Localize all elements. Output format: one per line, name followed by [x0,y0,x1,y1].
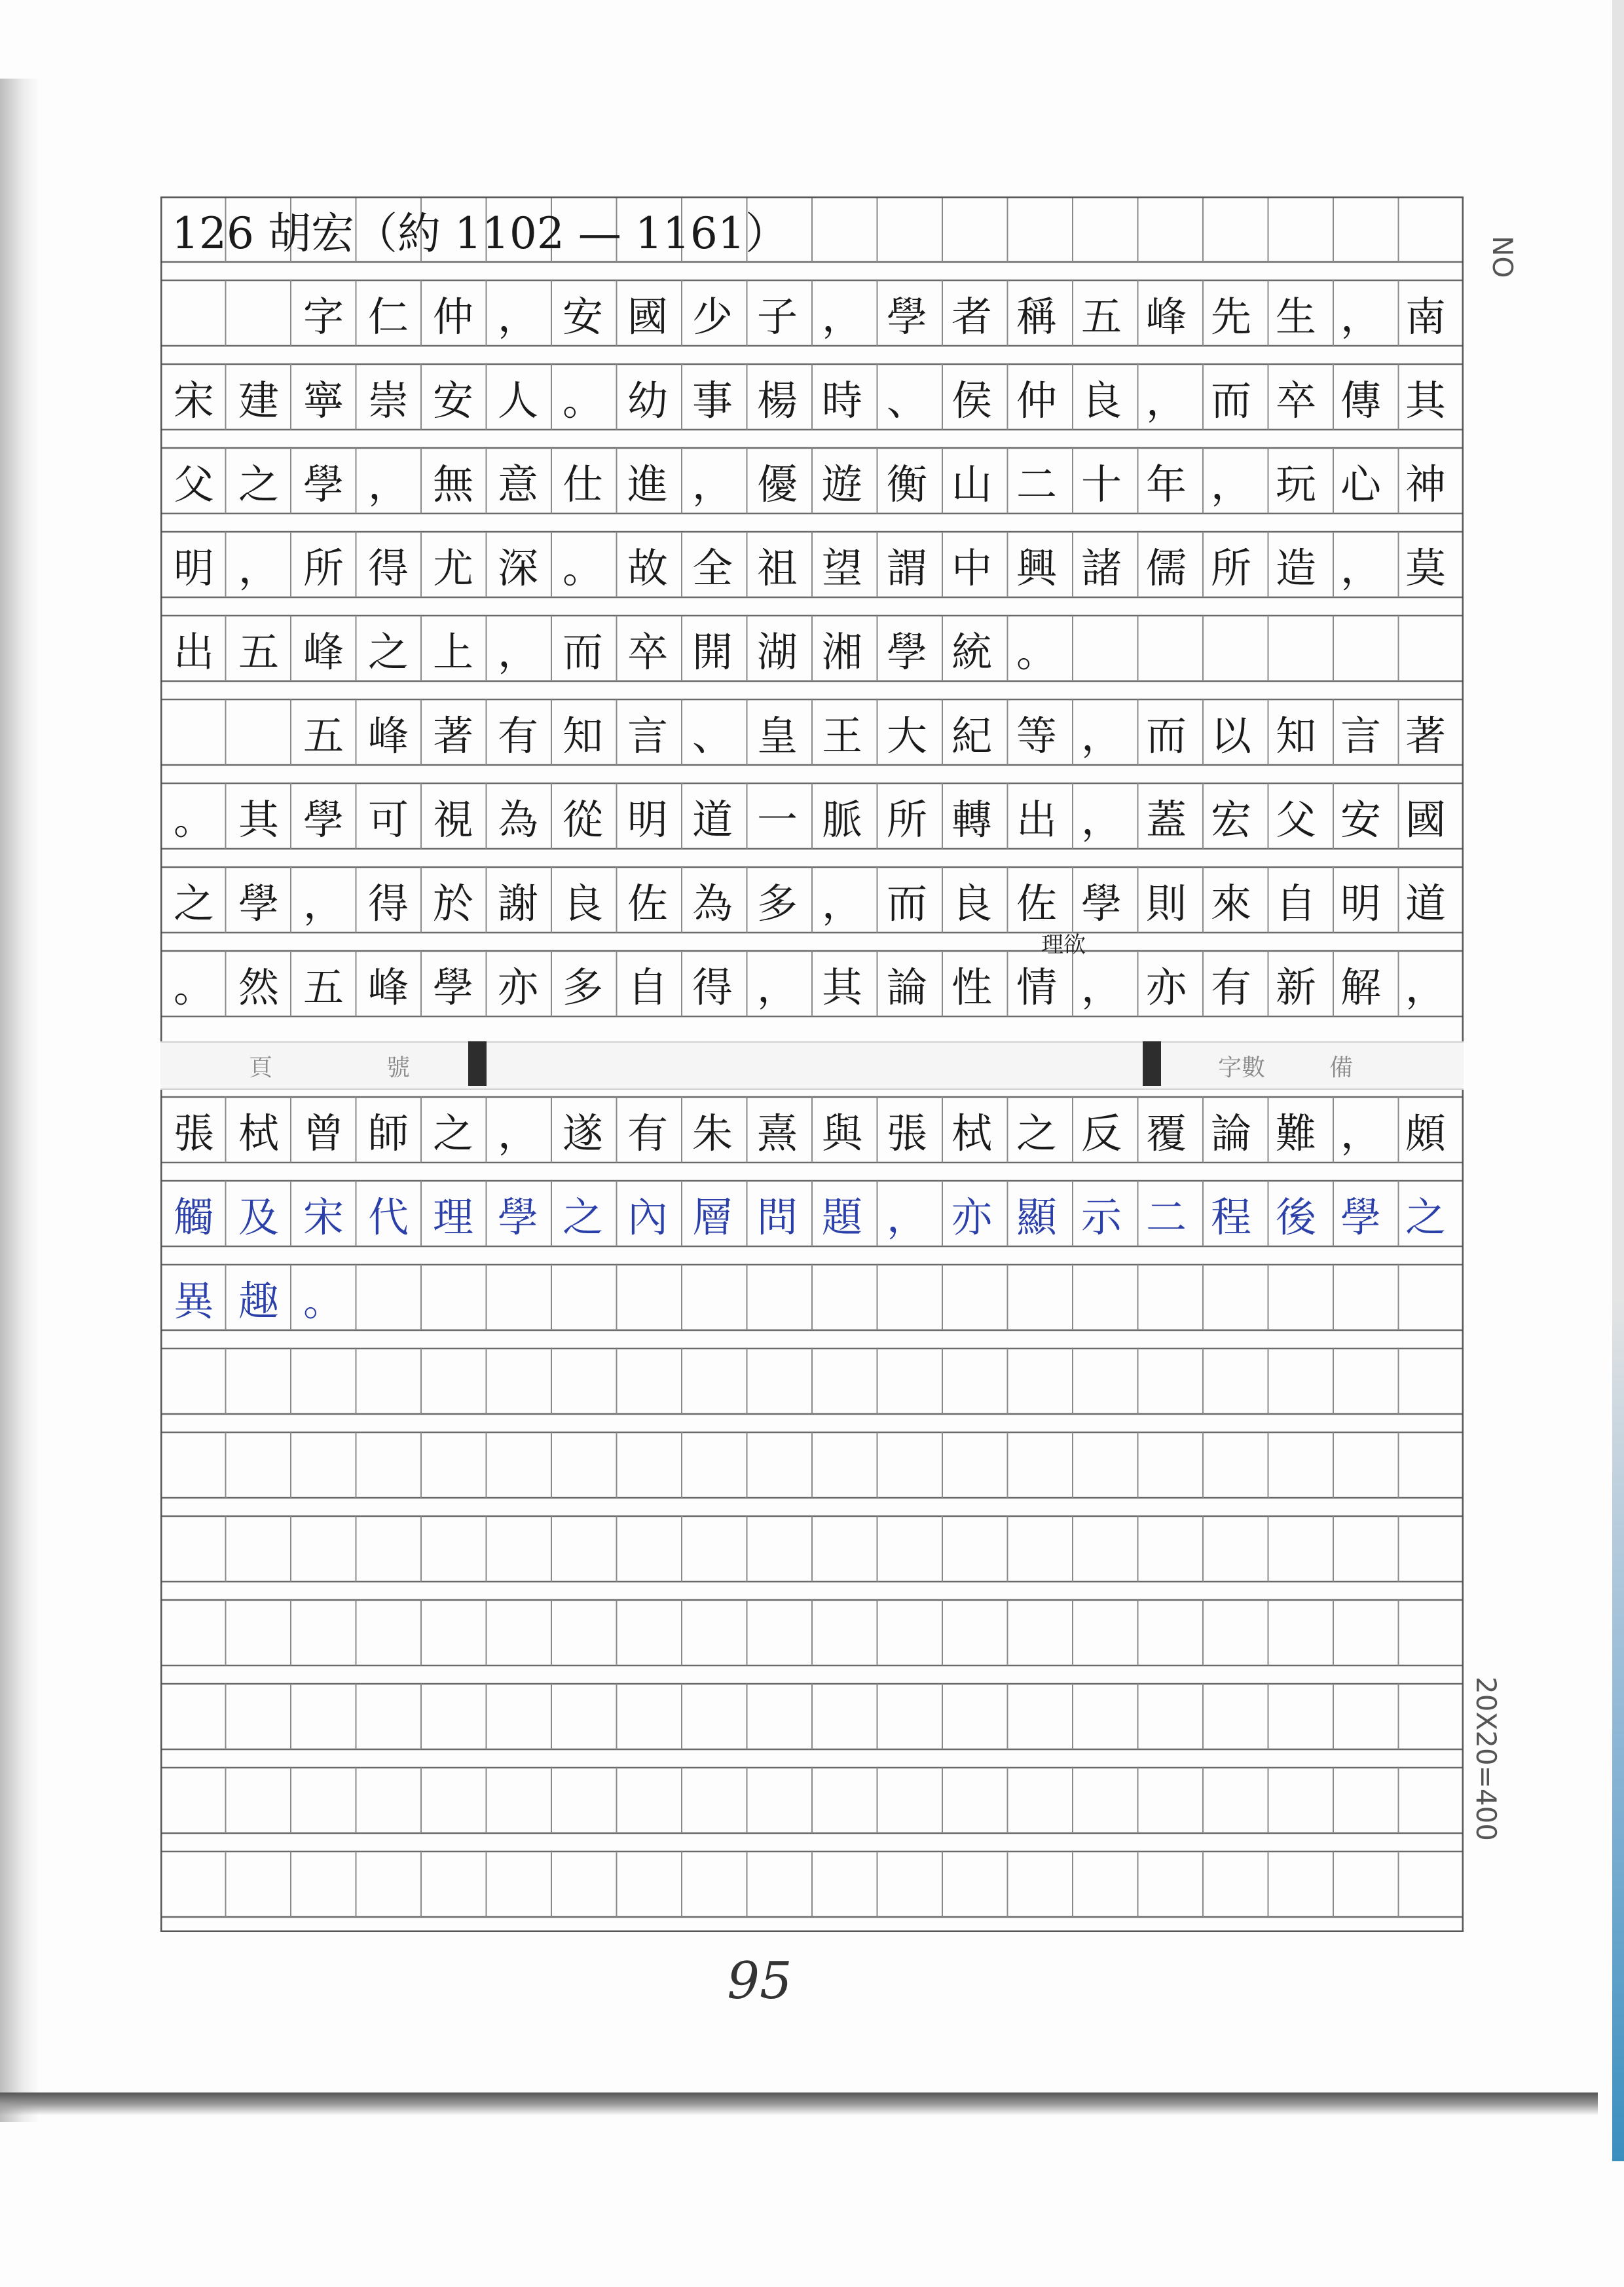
text-line: 父之學，無意仕進，優遊衡山二十年，玩心神 [174,460,1471,508]
strip-label-count: 字數 [1218,1054,1266,1081]
text-line: 宋建寧崇安人。幼事楊時、侯仲良，而卒傳其 [174,376,1471,424]
strip-label-page: 頁 [249,1054,273,1081]
text-line: 出五峰之上，而卒開湖湘學統。 [174,627,1082,676]
insert-note: 理欲 [1041,932,1086,958]
bracket-left-mark [468,1041,487,1086]
text-line: 。然五峰學亦多自得，其論性情，亦有新解， [174,963,1471,1011]
side-no-label: NO [1486,236,1519,278]
bracket-right-mark [1143,1041,1161,1086]
text-line: 張栻曾師之，遂有朱熹與張栻之反覆論難，頗 [174,1109,1471,1157]
text-line: 觸及宋代理學之內層問題，亦顯示二程後學之 [174,1193,1471,1241]
text-line: 。其學可視為從明道一脈所轉出，蓋宏父安國 [174,795,1471,844]
grid-size-label: 20X20=400 [1470,1677,1502,1842]
text-line: 五峰著有知言、皇王大紀等，而以知言著 [174,711,1471,760]
strip-label-remark: 備 [1329,1054,1354,1081]
text-line: 明，所得尤深。故全祖望謂中興諸儒所造，莫 [174,544,1471,592]
page-number: 95 [727,1952,792,2011]
entry-heading: 126 胡宏（約 1102 — 1161） [172,208,788,259]
scan-shadow-bottom [0,2092,1598,2115]
text-line: 異趣。 [174,1276,369,1325]
text-line: 字仁仲，安國少子，學者稱五峰先生，南 [174,292,1471,341]
scan-edge-right [1612,0,1624,2161]
margin-strip [160,1041,1464,1090]
text-line: 之學，得於謝良佐為多，而良佐學則來自明道 [174,879,1471,927]
strip-label-number: 號 [386,1054,411,1081]
scan-shadow-left [0,79,39,2122]
